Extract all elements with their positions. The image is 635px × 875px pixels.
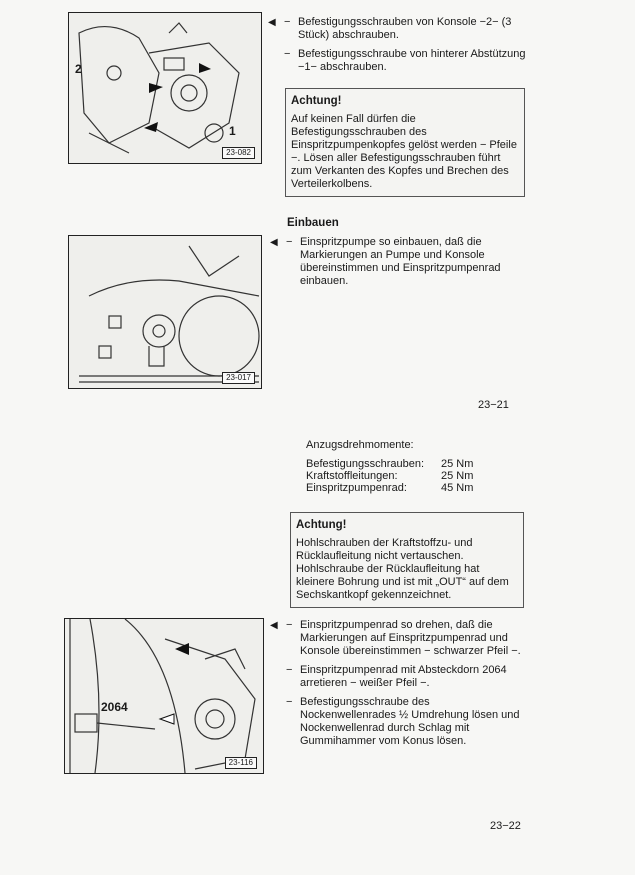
warning-text: Auf keinen Fall dürfen die Befestigungsschrauben des Einspritzpumpenkopfes gelöst werden − Pfeile −. Lösen aller Befestigungsschrauben führt zum Verkanten des Kopfes und Brechen des Verteilerkolbens.	[291, 113, 517, 190]
figure-pump-wheel	[64, 618, 264, 774]
figure-pump-console	[68, 12, 262, 164]
figure-label: 23-017	[222, 372, 255, 384]
step	[284, 48, 534, 74]
torque-title: Anzugsdrehmomente:	[306, 439, 414, 451]
step	[268, 16, 534, 42]
step-text: Befestigungsschraube des Nockenwellenrades ½ Umdrehung lösen und Nockenwellenrad durch Schlag mit Gummihammer vom Konus lösen.	[300, 696, 520, 747]
step	[286, 664, 526, 690]
dash-icon: −	[286, 696, 293, 708]
step-text: Befestigungsschrauben von Konsole −2− (3 Stück) abschrauben.	[298, 16, 512, 41]
torque-name: Einspritzpumpenrad:	[306, 482, 407, 494]
dash-icon: −	[286, 619, 293, 631]
step-text: Einspritzpumpenrad so drehen, daß die Markierungen auf Einspritzpumpenrad und Konsole übereinstimmen − schwarzer Pfeil −.	[300, 619, 521, 657]
step-text: Einspritzpumpe so einbauen, daß die Markierungen an Pumpe und Konsole übereinstimmen und Einspritzpumpenrad einbauen.	[300, 236, 501, 287]
torque-value: 25 Nm	[441, 470, 474, 482]
removal-steps	[268, 16, 534, 74]
step	[270, 619, 526, 658]
pointer-icon: ◀	[270, 237, 278, 248]
torque-name: Befestigungsschrauben:	[306, 458, 425, 470]
warning-text: Hohlschrauben der Kraftstoffzu- und Rücklaufleitung nicht vertauschen. Hohlschraube der Rücklaufleitung hat kleinere Bohrung und ist mit „OUT“ auf dem Sechskantkopf gekennzeichnet.	[296, 537, 509, 601]
torque-value: 45 Nm	[441, 482, 474, 494]
torque-value: 25 Nm	[441, 458, 474, 470]
table-row	[306, 458, 473, 470]
callout-2064: 2064	[101, 700, 128, 714]
callout-2: 2	[75, 62, 82, 76]
engine-illustration	[69, 13, 261, 163]
install-step	[270, 236, 531, 288]
page-number: 23−22	[490, 820, 521, 832]
warning-title: Achtung!	[291, 95, 342, 107]
wheel-illustration	[65, 619, 263, 773]
warning-title: Achtung!	[296, 519, 347, 531]
wheel-steps	[270, 619, 526, 748]
dash-icon: −	[286, 664, 293, 676]
pointer-icon: ◀	[270, 620, 278, 631]
page-number: 23−21	[478, 399, 509, 411]
pump-illustration	[69, 236, 261, 388]
dash-icon: −	[286, 236, 293, 248]
step	[286, 696, 526, 748]
figure-label: 23-082	[222, 147, 255, 159]
torque-table	[306, 458, 473, 494]
step-text: Befestigungsschraube von hinterer Abstützung −1− abschrauben.	[298, 48, 526, 73]
dash-icon: −	[284, 48, 291, 60]
figure-label: 23-116	[225, 757, 257, 769]
table-row	[306, 470, 473, 482]
dash-icon: −	[284, 16, 291, 28]
pointer-icon: ◀	[268, 17, 276, 28]
table-row	[306, 482, 473, 494]
warning-box	[290, 512, 524, 608]
callout-1: 1	[229, 124, 236, 138]
torque-name: Kraftstoffleitungen:	[306, 470, 398, 482]
step-text: Einspritzpumpenrad mit Absteckdorn 2064 arretieren − weißer Pfeil −.	[300, 664, 507, 689]
section-title: Einbauen	[287, 217, 339, 229]
warning-box	[285, 88, 525, 197]
torque-specs	[306, 439, 526, 494]
figure-pump-install	[68, 235, 262, 389]
